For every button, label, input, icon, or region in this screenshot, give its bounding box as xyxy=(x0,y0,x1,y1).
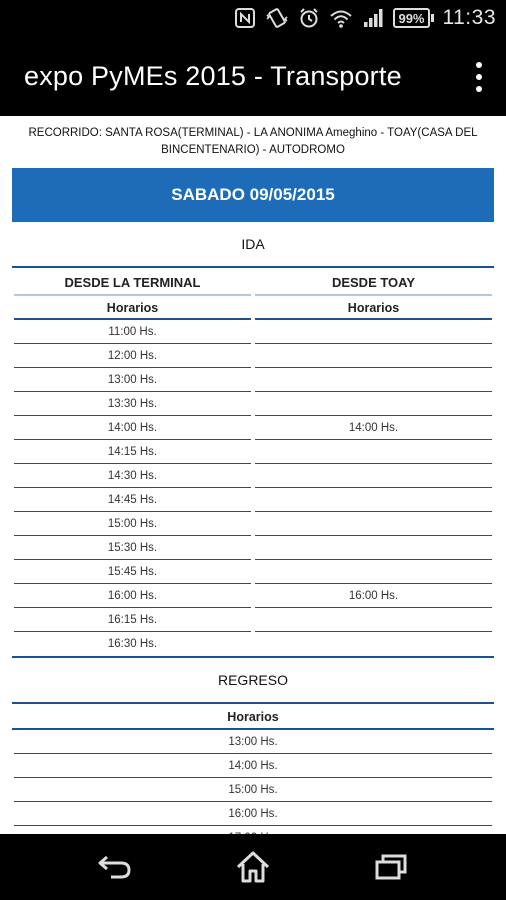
time-cell: 15:00 Hs. xyxy=(14,778,492,802)
date-header: SABADO 09/05/2015 xyxy=(12,168,494,222)
time-cell: 12:00 Hs. xyxy=(14,344,251,368)
time-cell: 15:30 Hs. xyxy=(14,536,251,560)
regreso-table xyxy=(12,704,494,850)
time-cell: 16:30 Hs. xyxy=(107,638,158,650)
recent-apps-icon[interactable] xyxy=(367,847,415,887)
overflow-menu-icon[interactable] xyxy=(474,62,484,92)
time-cell: 16:15 Hs. xyxy=(14,608,251,632)
ida-column-terminal xyxy=(12,270,253,656)
home-icon[interactable] xyxy=(229,847,277,887)
battery-icon xyxy=(393,8,433,28)
time-cell: 14:00 Hs. xyxy=(14,754,492,778)
time-cell xyxy=(255,440,492,464)
time-cell: 11:00 Hs. xyxy=(14,320,251,344)
time-cell xyxy=(255,512,492,536)
time-cell xyxy=(255,632,492,656)
time-cell: 14:30 Hs. xyxy=(14,464,251,488)
time-cell xyxy=(255,344,492,368)
time-cell: 13:00 Hs. xyxy=(14,730,492,754)
time-cell: 14:00 Hs. xyxy=(255,416,492,440)
time-cell: 16:00 Hs. xyxy=(14,584,251,608)
time-cell xyxy=(255,368,492,392)
time-cell xyxy=(255,608,492,632)
ida-table xyxy=(12,268,494,656)
time-cell xyxy=(255,488,492,512)
time-cell: 15:45 Hs. xyxy=(14,560,251,584)
column-subheader: Horarios xyxy=(12,704,494,730)
time-cell: 15:00 Hs. xyxy=(14,512,251,536)
ida-title: IDA xyxy=(241,236,265,252)
schedule-page[interactable] xyxy=(0,116,506,834)
action-bar xyxy=(0,36,506,116)
vibrate-icon xyxy=(265,7,289,29)
column-header: DESDE TOAY xyxy=(255,270,492,296)
regreso-title: REGRESO xyxy=(217,672,288,688)
wifi-icon xyxy=(329,7,353,29)
app-title: expo PyMEs 2015 - Transporte xyxy=(24,60,402,91)
time-cell: 13:00 Hs. xyxy=(14,368,251,392)
time-cell: 16:00 Hs. xyxy=(255,584,492,608)
status-bar xyxy=(0,0,506,36)
time-cell xyxy=(255,464,492,488)
alarm-icon xyxy=(298,7,320,29)
time-cell: 14:45 Hs. xyxy=(14,488,251,512)
battery-level: 99% xyxy=(393,8,429,28)
time-cell xyxy=(255,392,492,416)
route-line-1: RECORRIDO: SANTA ROSA(TERMINAL) - LA ANONIMA Ameghino - TOAY(CASA DEL xyxy=(28,127,478,139)
navigation-bar xyxy=(0,834,506,900)
signal-icon xyxy=(362,7,384,29)
column-subheader: Horarios xyxy=(14,296,251,320)
time-cell: 14:00 Hs. xyxy=(14,416,251,440)
clock: 11:33 xyxy=(442,6,496,29)
time-cell xyxy=(255,536,492,560)
time-cell xyxy=(255,320,492,344)
nfc-icon xyxy=(234,7,256,29)
ida-column-toay xyxy=(253,270,494,656)
route-description xyxy=(0,116,506,168)
time-cell xyxy=(255,560,492,584)
time-cell: 14:15 Hs. xyxy=(14,440,251,464)
column-header: DESDE LA TERMINAL xyxy=(14,270,251,296)
route-line-2: BINCENTENARIO) - AUTODROMO xyxy=(161,144,345,156)
back-icon[interactable] xyxy=(91,847,139,887)
column-subheader: Horarios xyxy=(255,296,492,320)
time-cell: 13:30 Hs. xyxy=(14,392,251,416)
time-cell: 16:00 Hs. xyxy=(14,802,492,826)
